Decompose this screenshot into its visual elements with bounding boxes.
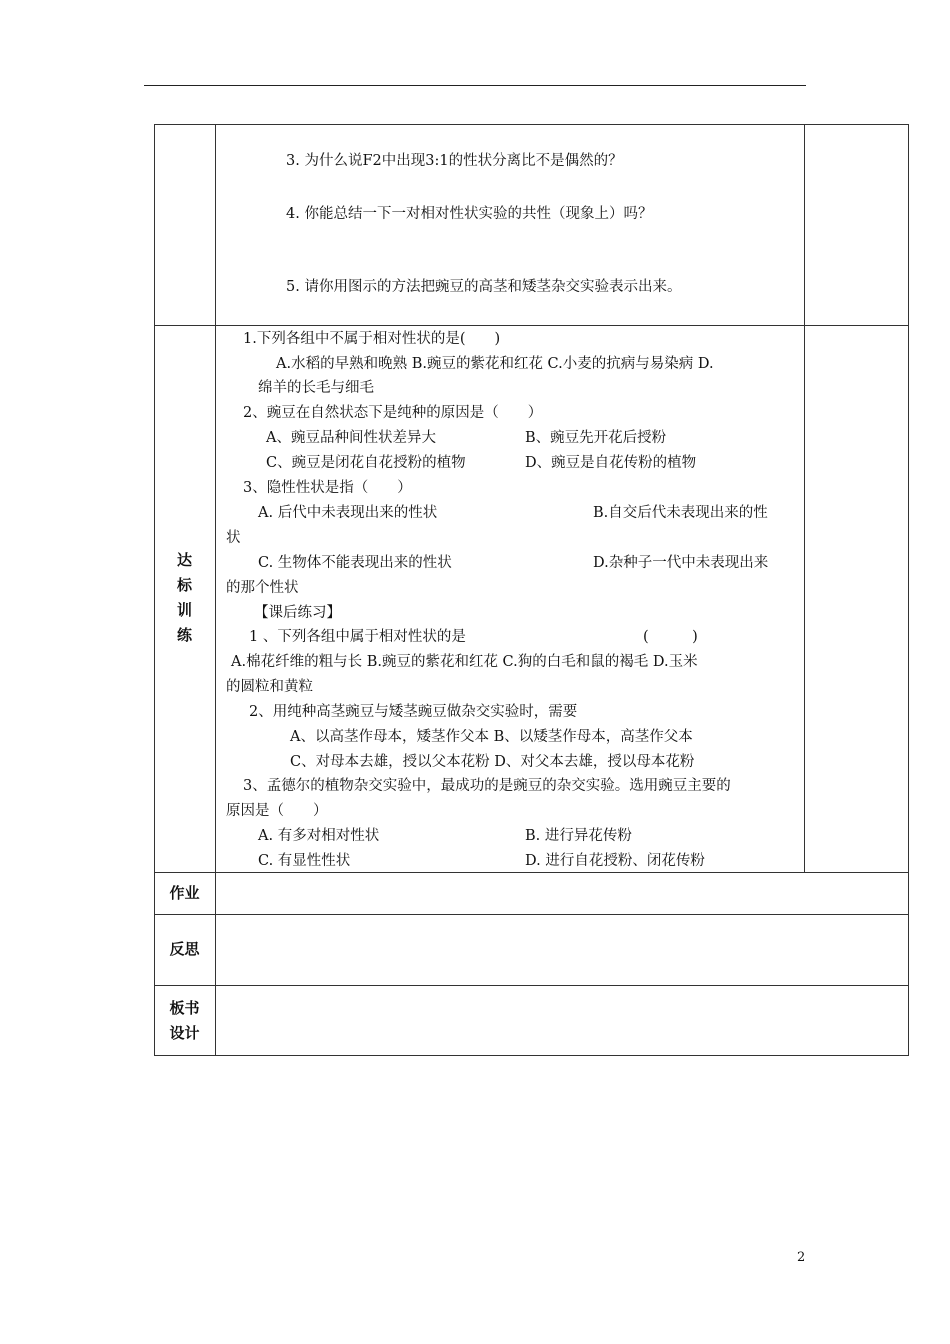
practice-q3-option-a: A. 有多对相对性状 [258, 828, 380, 844]
training-q3: 3、隐性性状是指（ ） [243, 480, 412, 496]
training-q3-option-a: A. 后代中未表现出来的性状 [258, 505, 438, 521]
border-row3 [154, 914, 909, 915]
training-q2-option-d: D、豌豆是自花传粉的植物 [525, 455, 697, 471]
practice-q3-option-d: D. 进行自花授粉、闭花传粉 [525, 853, 705, 869]
question-3: 3. 为什么说F2中出现3:1的性状分离比不是偶然的？ [286, 153, 623, 169]
label-training: 达 标 训 练 [176, 551, 192, 644]
border-top [154, 124, 909, 125]
header-rule [144, 85, 806, 86]
question-4: 4. 你能总结一下一对相对性状实验的共性（现象上）吗？ [286, 206, 653, 222]
training-q1-options-line1: A.水稻的早熟和晚熟 B.豌豆的紫花和红花 C.小麦的抗病与易染病 D. [276, 356, 714, 372]
border-label-col [215, 124, 216, 1056]
training-q3-option-c: C. 生物体不能表现出来的性状 [258, 555, 452, 571]
practice-q1-paren: ( ) [643, 629, 698, 645]
label-reflection: 反思 [169, 940, 200, 958]
practice-q3-option-c: C. 有显性性状 [258, 853, 351, 869]
training-q3-option-d-cont: 的那个性状 [226, 580, 299, 596]
practice-q2-options-line2: C、对母本去雄，授以父本花粉 D、对父本去雄，授以母本花粉 [290, 754, 695, 770]
training-q1: 1.下列各组中不属于相对性状的是( ) [243, 331, 501, 347]
border-right [908, 124, 909, 1056]
border-bottom [154, 1055, 909, 1056]
border-row1 [154, 325, 909, 326]
after-class-title: 【课后练习】 [254, 605, 341, 621]
page-number: 2 [797, 1250, 806, 1265]
training-q1-options-line2: 绵羊的长毛与细毛 [258, 380, 374, 396]
practice-q1-options-line2: 的圆粒和黄粒 [226, 679, 313, 695]
practice-q1-options-line1: A.棉花纤维的粗与长 B.豌豆的紫花和红花 C.狗的白毛和鼠的褐毛 D.玉米 [231, 654, 698, 670]
training-q3-option-b-cont: 状 [226, 530, 241, 546]
training-q3-option-d: D.杂种子一代中未表现出来 [593, 555, 769, 571]
border-row4 [154, 985, 909, 986]
training-q2-option-a: A、豌豆品种间性状差异大 [266, 430, 436, 446]
label-board-design: 板书 设计 [169, 999, 200, 1042]
training-q2-option-c: C、豌豆是闭花自花授粉的植物 [266, 455, 466, 471]
training-q2-option-b: B、豌豆先开花后授粉 [525, 430, 667, 446]
training-q2: 2、豌豆在自然状态下是纯种的原因是（ ） [243, 405, 543, 421]
practice-q3-option-b: B. 进行异花传粉 [525, 828, 632, 844]
practice-q3-line2: 原因是（ ） [226, 803, 328, 819]
practice-q2-options-line1: A、以高茎作母本，矮茎作父本 B、以矮茎作母本，高茎作父本 [290, 729, 693, 745]
question-5: 5. 请你用图示的方法把豌豆的高茎和矮茎杂交实验表示出来。 [286, 279, 682, 295]
border-note-col [804, 124, 805, 873]
practice-q2: 2、用纯种高茎豌豆与矮茎豌豆做杂交实验时，需要 [249, 704, 578, 720]
training-q3-option-b: B.自交后代未表现出来的性 [593, 505, 768, 521]
practice-q3-line1: 3、孟德尔的植物杂交实验中，最成功的是豌豆的杂交实验。选用豌豆主要的 [243, 778, 731, 794]
label-homework: 作业 [169, 884, 200, 902]
practice-q1: 1 、下列各组中属于相对性状的是 [249, 629, 466, 645]
